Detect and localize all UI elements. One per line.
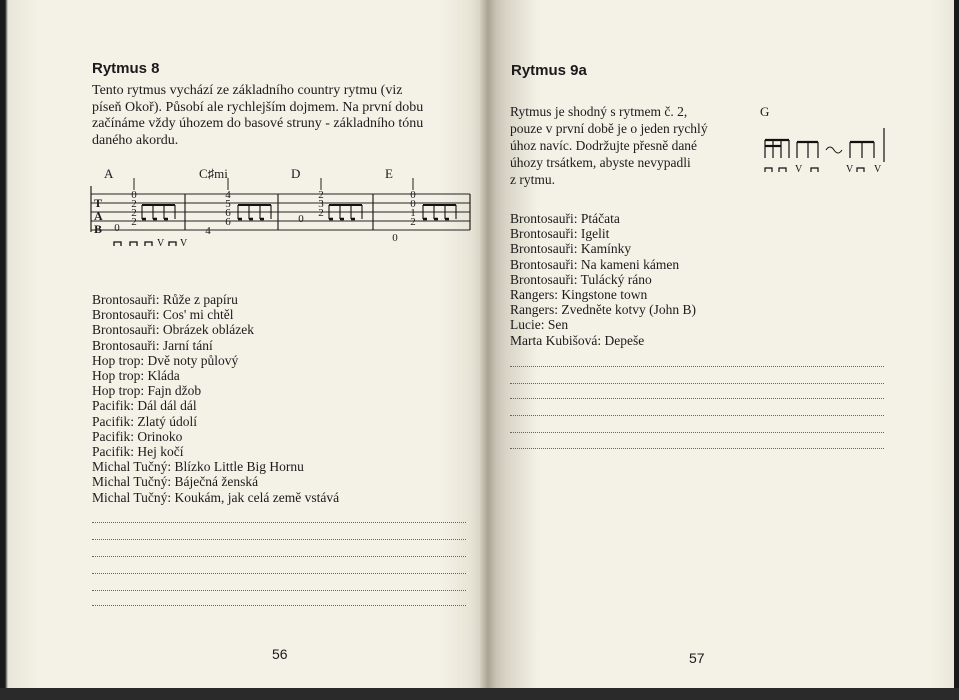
up-stroke: V — [846, 164, 854, 175]
song-item: Lucie: Sen — [510, 317, 569, 333]
song-item: Brontosauři: Na kameni kámen — [510, 256, 680, 272]
paragraph-line: úhozy trsátkem, abyste nevypadli — [510, 155, 691, 170]
blank-line — [510, 432, 884, 433]
song-item: Pacifik: Orinoko — [92, 428, 183, 444]
fret-number: 2 — [131, 216, 137, 228]
paragraph-line: Tento rytmus vychází ze základního country rytmu (viz — [92, 83, 403, 98]
up-stroke: V — [180, 238, 188, 249]
song-item: Brontosauři: Cos' mi chtěl — [92, 307, 234, 323]
paragraph-line: Rytmus je shodný s rytmem č. 2, — [510, 104, 688, 119]
tab-label-t: T — [94, 196, 103, 210]
fret-number: 4 — [205, 225, 211, 237]
chord-label-e: E — [385, 166, 393, 181]
strum-up-marks — [795, 164, 882, 175]
song-item: Brontosauři: Igelit — [510, 226, 610, 242]
blank-line — [510, 398, 884, 399]
fret-number: 2 — [131, 198, 137, 210]
left-page-number: 56 — [272, 646, 288, 662]
fret-number: 2 — [131, 207, 137, 219]
song-item: Brontosauři: Tulácký ráno — [510, 271, 652, 287]
blank-line — [510, 383, 884, 384]
blank-line — [92, 522, 466, 523]
fret-number: 6 — [225, 207, 231, 219]
chord-label-a: A — [104, 166, 114, 181]
blank-line — [92, 573, 466, 574]
right-page-title: Rytmus 9a — [511, 62, 587, 79]
song-item: Hop trop: Fajn džob — [92, 383, 202, 399]
fret-number: 6 — [225, 216, 231, 228]
blank-line — [510, 366, 884, 367]
fret-number: 2 — [318, 189, 324, 201]
rhythm-9a-notation — [0, 0, 959, 200]
song-item: Hop trop: Dvě noty půlový — [92, 352, 239, 368]
up-stroke: V — [874, 164, 882, 175]
fret-number: 0 — [392, 232, 398, 244]
song-item: Brontosauři: Růže z papíru — [92, 292, 238, 307]
chord-label-d: D — [291, 166, 301, 181]
blank-line — [92, 556, 466, 557]
chord-label-csharp-mi: C♯mi — [199, 166, 228, 181]
song-item: Michal Tučný: Blízko Little Big Hornu — [92, 459, 304, 475]
blank-line — [92, 539, 466, 540]
fret-number: 1 — [410, 207, 416, 219]
paragraph-line: píseň Okoř). Působí ale rychlejším dojmem. Na první dobu — [92, 99, 424, 115]
song-item: Brontosauři: Obrázek oblázek — [92, 322, 254, 338]
blank-line — [92, 605, 466, 606]
left-song-list — [92, 292, 339, 505]
song-item: Brontosauři: Jarní tání — [92, 337, 213, 353]
chord-label-g: G — [760, 104, 770, 119]
fret-number: 0 — [410, 189, 416, 201]
song-item: Brontosauři: Ptáčata — [510, 211, 620, 226]
song-item: Pacifik: Hej kočí — [92, 444, 184, 460]
fret-number: 0 — [410, 198, 416, 210]
paragraph-line: začínáme vždy úhozem do basové struny - základního tónu — [92, 116, 424, 131]
song-item: Marta Kubišová: Depeše — [510, 332, 645, 348]
fret-number: 4 — [225, 189, 231, 201]
fret-number: 0 — [298, 213, 304, 225]
right-page-number: 57 — [689, 650, 705, 666]
up-stroke: V — [157, 238, 165, 249]
fret-number: 2 — [410, 216, 416, 228]
song-item: Pacifik: Zlatý údolí — [92, 413, 197, 429]
fret-number: 0 — [131, 189, 137, 201]
right-song-list — [510, 211, 696, 348]
paragraph-line: pouze v první době je o jeden rychlý — [510, 121, 708, 136]
fret-number: 0 — [114, 222, 120, 234]
fret-number: 5 — [225, 198, 231, 210]
paragraph-line: úhoz navíc. Dodržujte přesně dané — [510, 138, 698, 153]
strum-direction-marks — [114, 242, 176, 246]
up-stroke: V — [795, 164, 803, 175]
song-item: Michal Tučný: Báječná ženská — [92, 474, 259, 490]
song-item: Rangers: Kingstone town — [510, 287, 648, 303]
rhythm-note-groups — [765, 128, 884, 162]
song-item: Rangers: Zvedněte kotvy (John B) — [510, 302, 696, 318]
song-item: Hop trop: Kláda — [92, 368, 180, 384]
paragraph-line: z rytmu. — [510, 172, 555, 187]
strum-up-marks — [157, 238, 188, 249]
blank-line — [510, 415, 884, 416]
song-item: Brontosauři: Kamínky — [510, 241, 632, 257]
tab-label-a: A — [94, 209, 103, 223]
blank-line — [92, 590, 466, 591]
tab-label-b: B — [94, 222, 103, 236]
fret-number: 3 — [318, 198, 324, 210]
blank-line — [510, 448, 884, 449]
bottom-shadow — [0, 688, 959, 700]
song-item: Pacifik: Dál dál dál — [92, 398, 197, 414]
song-item: Michal Tučný: Koukám, jak celá země vstává — [92, 489, 340, 505]
left-page-title: Rytmus 8 — [92, 60, 160, 77]
fret-number: 2 — [318, 207, 324, 219]
paragraph-line: daného akordu. — [92, 132, 179, 148]
